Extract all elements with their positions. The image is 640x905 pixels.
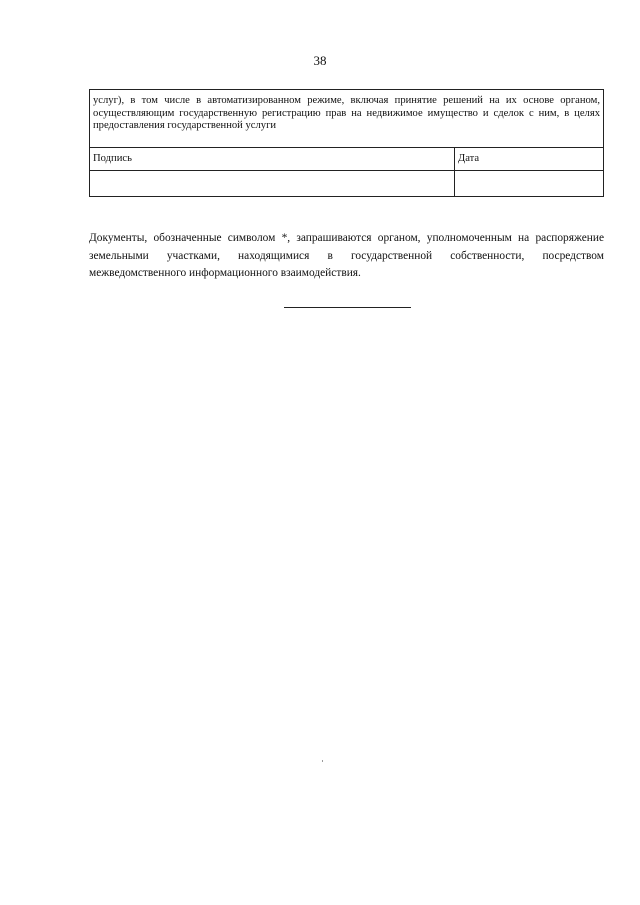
label-row [90, 148, 604, 171]
scan-speck [322, 760, 323, 762]
consent-text-row [90, 90, 604, 148]
signature-label: Подпись [90, 148, 455, 171]
footnote-paragraph: Документы, обозначенные символом *, запрашиваются органом, уполномоченным на распоряжение земельными участками, находящимися в государственной собственности, посредством межведомственного информационного взаимодействия. [89, 232, 604, 280]
date-field [455, 171, 604, 197]
end-of-document-rule [284, 307, 411, 308]
signature-date-entry-row [90, 171, 604, 197]
consent-table [89, 89, 604, 197]
signature-field [90, 171, 455, 197]
consent-text: услуг), в том числе в автоматизированном режиме, включая принятие решений на их основе органом, осуществляющим государственную регистрацию прав на недвижимое имущество и сделок с ним, в целях предоставления государственной услуги [90, 90, 604, 148]
page-number: 38 [313, 53, 327, 68]
date-label: Дата [455, 148, 604, 171]
